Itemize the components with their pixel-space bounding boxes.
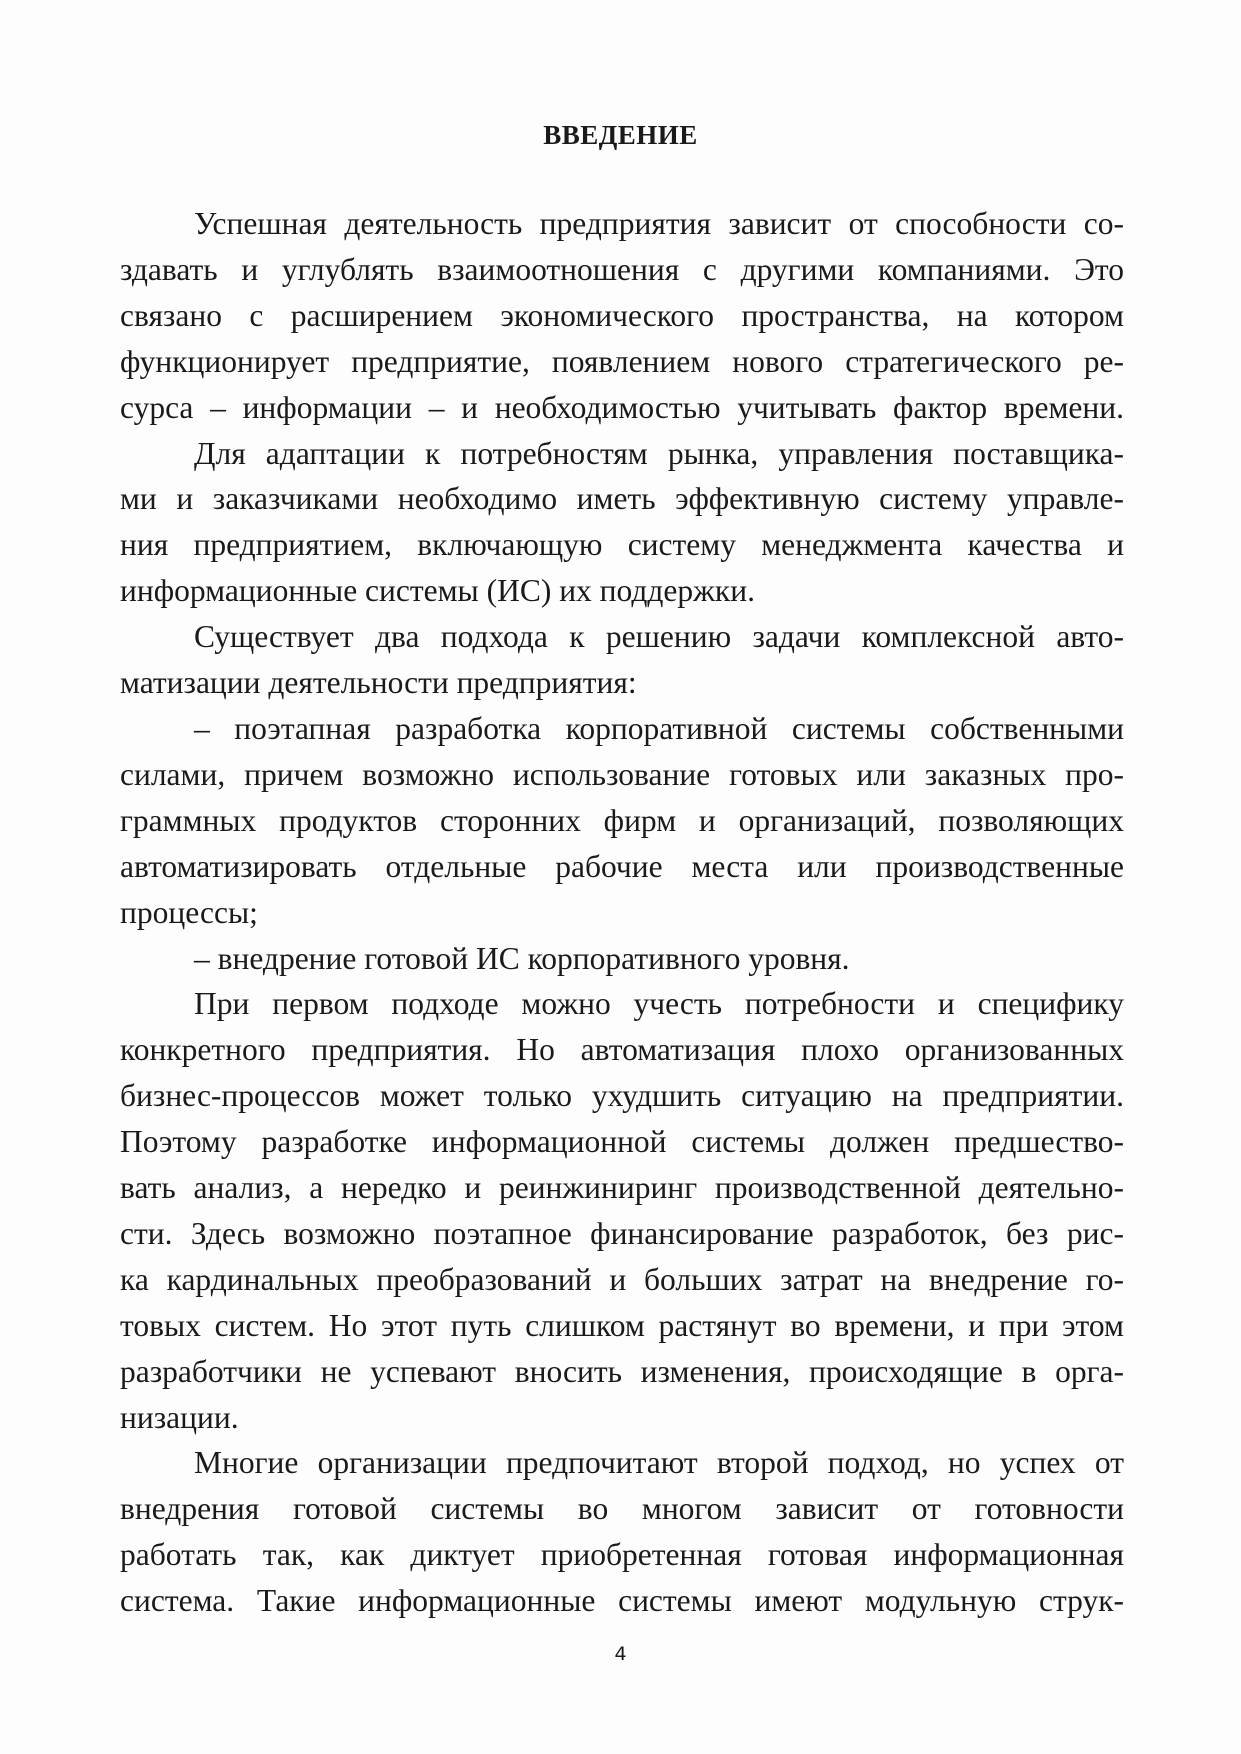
text-line: внедрения готовой системы во многом зависит от готовности — [120, 1491, 1124, 1527]
text-line: – поэтапная разработка корпоративной системы собственными — [194, 710, 1124, 746]
text-line: здавать и углублять взаимоотношения с другими компаниями. Это — [120, 251, 1124, 287]
text-line: товых систем. Но этот путь слишком растянут во времени, и при этом — [120, 1307, 1124, 1343]
page-number: 4 — [614, 1643, 627, 1665]
page-title: ВВЕДЕНИЕ — [543, 120, 698, 150]
text-line: связано с расширением экономического пространства, на котором — [120, 297, 1124, 333]
text-line: матизации деятельности предприятия: — [120, 665, 637, 701]
text-line: вать анализ, а нередко и реинжиниринг производственной деятельно- — [120, 1170, 1124, 1206]
text-line: конкретного предприятия. Но автоматизация плохо организованных — [120, 1032, 1124, 1068]
text-line: граммных продуктов сторонних фирм и организаций, позволяющих — [120, 802, 1124, 838]
text-line: сурса – информации – и необходимостью учитывать фактор времени. — [120, 389, 1124, 425]
text-line: система. Такие информационные системы имеют модульную струк- — [120, 1583, 1124, 1619]
body-text — [120, 201, 1124, 1624]
text-line: ка кардинальных преобразований и больших затрат на внедрение го- — [120, 1261, 1124, 1297]
text-line: работать так, как диктует приобретенная готовая информационная — [120, 1537, 1124, 1573]
text-line: бизнес-процессов может только ухудшить ситуацию на предприятии. — [120, 1078, 1124, 1114]
text-line: Многие организации предпочитают второй подход, но успех от — [194, 1445, 1124, 1481]
text-line: разработчики не успевают вносить изменения, происходящие в орга- — [120, 1353, 1124, 1389]
text-line: ми и заказчиками необходимо иметь эффективную систему управле- — [120, 481, 1124, 517]
text-line: автоматизировать отдельные рабочие места или производственные — [120, 848, 1124, 884]
text-line: Для адаптации к потребностям рынка, управления поставщика- — [194, 435, 1124, 471]
text-line: ния предприятием, включающую систему менеджмента качества и — [120, 527, 1124, 563]
text-line: При первом подходе можно учесть потребности и специфику — [194, 986, 1124, 1022]
text-line: функционирует предприятие, появлением нового стратегического ре- — [120, 343, 1124, 379]
text-line: – внедрение готовой ИС корпоративного уровня. — [194, 940, 850, 976]
text-line: Поэтому разработке информационной системы должен предшество- — [120, 1124, 1124, 1160]
text-line: Успешная деятельность предприятия зависит от способности со- — [194, 206, 1124, 241]
text-line: силами, причем возможно использование готовых или заказных про- — [120, 756, 1124, 792]
text-line: Существует два подхода к решению задачи комплексной авто- — [194, 619, 1124, 655]
text-line: сти. Здесь возможно поэтапное финансирование разработок, без рис- — [120, 1215, 1124, 1251]
text-line: информационные системы (ИС) их поддержки. — [120, 573, 755, 609]
text-line: низации. — [120, 1399, 239, 1435]
text-line: процессы; — [120, 894, 258, 930]
